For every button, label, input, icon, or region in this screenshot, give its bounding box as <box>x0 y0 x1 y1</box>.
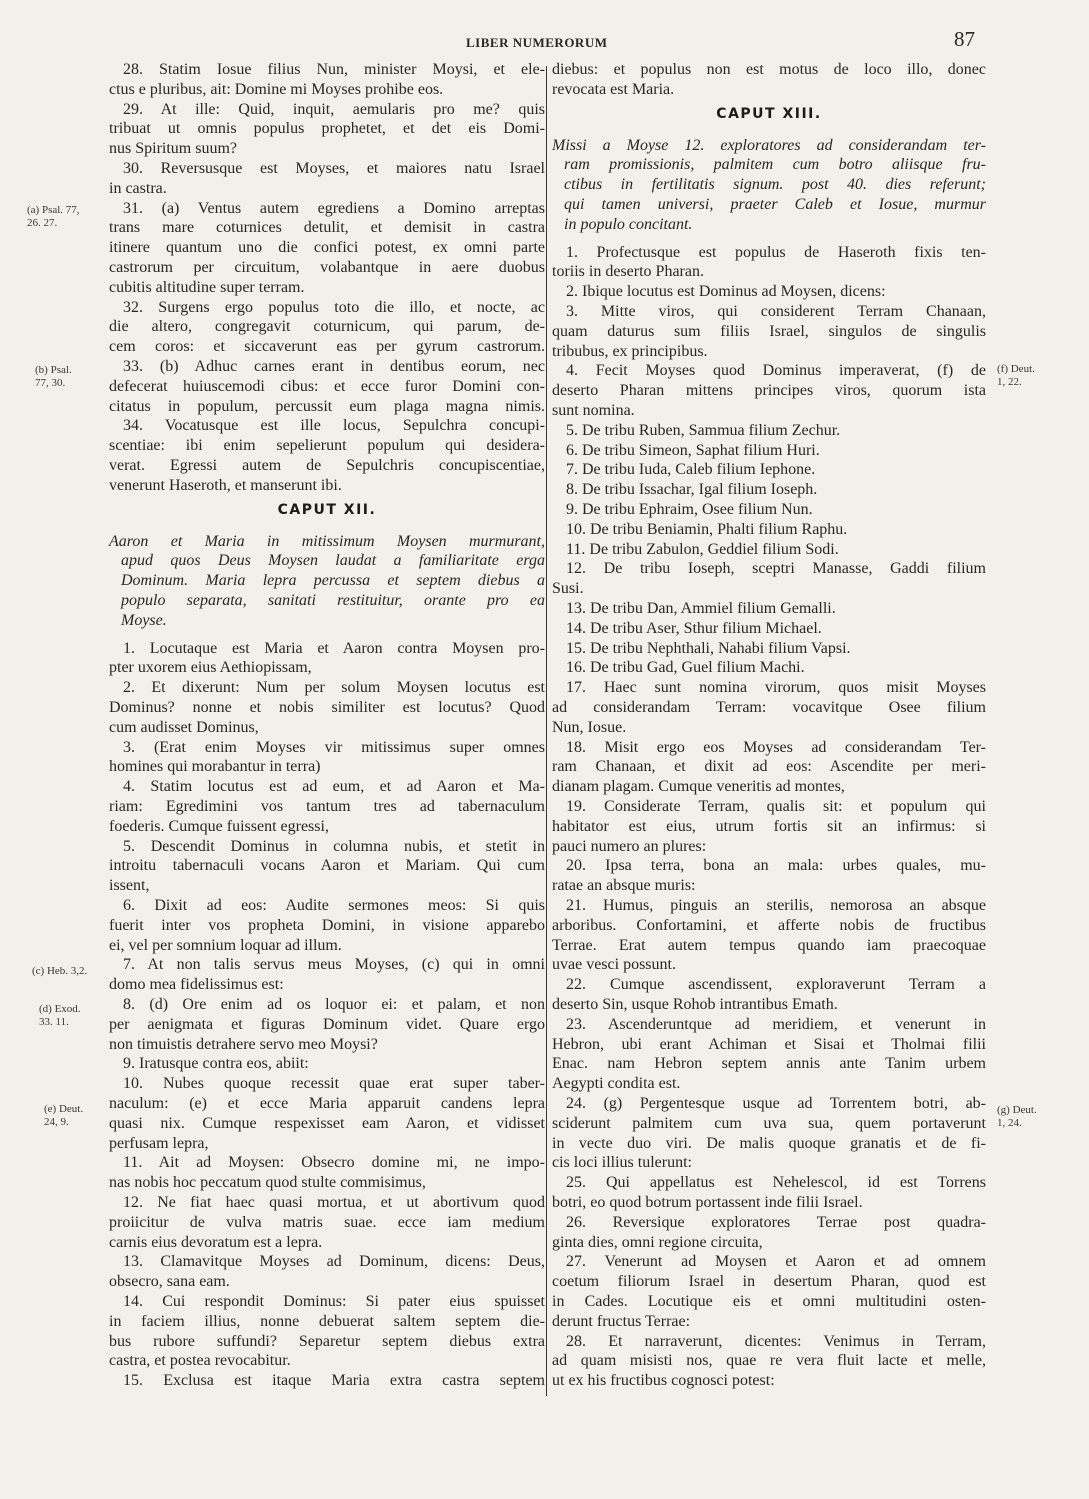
text-line: fuerit inter vos propheta Domini, in visione apparebo <box>109 916 545 934</box>
text-line: riam: Egredimini vos tantum tres ad tabernaculum <box>109 798 545 815</box>
text-line: 13. De tribu Dan, Ammiel filium Gemalli. <box>566 600 836 617</box>
text-line: 9. De tribu Ephraim, Osee filium Nun. <box>566 501 813 518</box>
text-line: proiicitur de vulva matris suae. ecce iam medium <box>109 1213 545 1231</box>
text-line: 27. Venerunt ad Moysen et Aaron et ad omnem <box>566 1253 986 1271</box>
text-line: tribubus, ex principibus. <box>552 342 708 360</box>
text-line: foederis. Cumque fuissent egressi, <box>109 817 329 835</box>
text-line: 1. Profectusque est populus de Haseroth fixis ten- <box>566 243 986 261</box>
text-line: domo mea fidelissimus est: <box>109 976 284 994</box>
chapter-summary-line: ctibus in fertilitatis signum. post 40. dies referunt; <box>564 176 986 194</box>
text-line: uvae vesci possunt. <box>552 956 676 974</box>
text-line: quasi nix. Cumque respexisset eam Aaron, et vidisset <box>109 1114 545 1132</box>
margin-note-a: (a) Psal. 77, 26. 27. <box>27 204 80 229</box>
text-line: 7. At non talis servus meus Moyses, (c) qui in omni <box>123 956 545 974</box>
text-line: defecerat huiuscemodi cibus: et ecce furor Domini con- <box>109 377 545 395</box>
text-line: 10. Nubes quoque recessit quae erat super taber- <box>123 1075 545 1093</box>
margin-note-c: (c) Heb. 3,2. <box>32 965 88 977</box>
margin-note-f: (f) Deut. 1, 22. <box>997 363 1035 388</box>
text-line: issent, <box>109 877 150 895</box>
text-line: citatus in populum, percussit eum plaga magna nimis. <box>109 397 545 415</box>
text-line: Dominus? nonne et nobis similiter est locutus? Quod <box>109 699 545 716</box>
text-line: in vecte duo viri. De malis quoque granatis et de fi- <box>552 1134 986 1152</box>
chapter-summary-line: in populo concitant. <box>564 215 693 233</box>
text-line: 7. De tribu Iuda, Caleb filium Iephone. <box>566 461 816 479</box>
chapter-summary-line: Moyse. <box>121 611 167 629</box>
text-line: 3. Mitte viros, qui considerent Terram Chanaan, <box>566 303 986 320</box>
text-line: 14. De tribu Aser, Sthur filium Michael. <box>566 619 822 637</box>
text-line: 12. Ne fiat haec quasi mortua, et ut abortivum quod <box>123 1194 545 1211</box>
text-line: sunt nomina. <box>552 402 635 419</box>
chapter-summary-line: qui tamen universi, praeter Caleb et Iosue, murmur <box>564 196 986 213</box>
text-line: toriis in deserto Pharan. <box>552 263 704 281</box>
text-line: naculum: (e) et ecce Maria apparuit candens lepra <box>109 1095 545 1112</box>
text-line: sciderunt palmitem cum uva sua, quem portaverunt <box>552 1114 986 1132</box>
text-line: cem coros: et siccaverunt eas per gyrum castrorum. <box>109 338 545 356</box>
text-line: nas nobis hoc peccatum quod stulte commisimus, <box>109 1174 426 1192</box>
text-line: 19. Considerate Terram, qualis sit: et populum qui <box>566 798 986 815</box>
text-line: 5. De tribu Ruben, Sammua filium Zechur. <box>566 421 841 439</box>
text-line: 21. Humus, pinguis an sterilis, nemorosa an absque <box>566 897 986 914</box>
text-line: ctus e pluribus, ait: Domine mi Moyses prohibe eos. <box>109 80 444 98</box>
text-line: 28. Statim Iosue filius Nun, minister Moysi, et ele- <box>123 61 545 78</box>
text-line: Aegypti condita est. <box>552 1075 681 1093</box>
text-line: 12. De tribu Ioseph, sceptri Manasse, Gaddi filium <box>566 560 986 578</box>
text-line: 33. (b) Adhuc carnes erant in dentibus eorum, nec <box>123 358 545 375</box>
text-line: botri, eo quod botrum portassent inde filii Israel. <box>552 1194 863 1211</box>
text-line: coetum filiorum Israel in desertum Pharan, quod est <box>552 1273 986 1291</box>
text-line: 6. De tribu Simeon, Saphat filium Huri. <box>566 441 820 459</box>
text-line: 4. Statim locutus est ad eum, et ad Aaron et Ma- <box>123 778 545 796</box>
text-line: non timuistis detrahere servo meo Moysi? <box>109 1035 378 1053</box>
chapter-summary-line: ram promissionis, palmitem cum botro aliisque fru- <box>564 156 986 174</box>
text-line: 31. (a) Ventus autem egrediens a Domino arreptas <box>123 199 545 217</box>
text-line: venerunt Haseroth, et manserunt ibi. <box>109 476 342 494</box>
text-line: cubitis altitudine super terram. <box>109 278 305 296</box>
text-line: bus rubore suffundi? Separetur septem diebus extra <box>109 1332 545 1350</box>
text-line: in faciem illius, nonne debuerat saltem septem die- <box>109 1312 545 1330</box>
text-line: 17. Haec sunt nomina virorum, quos misit Moyses <box>566 679 986 697</box>
text-line: in Cades. Locutique eis et omni multitudini osten- <box>552 1293 986 1310</box>
text-line: 11. De tribu Zabulon, Geddiel filium Sodi. <box>566 540 839 558</box>
text-line: 4. Fecit Moyses quod Dominus imperaverat, (f) de <box>566 362 986 380</box>
text-line: 13. Clamavitque Moyses ad Dominum, dicens: Deus, <box>123 1253 545 1271</box>
text-line: per aenigmata et figuras Dominum videt. Quare ergo <box>109 1015 545 1033</box>
text-line: dianam plagam. Cumque veneritis ad montes, <box>552 778 845 796</box>
text-line: ratae an absque muris: <box>552 877 696 895</box>
text-line: ad quam misisti nos, quae re vera fluit lacte et melle, <box>552 1352 986 1370</box>
text-line: 16. De tribu Gad, Guel filium Machi. <box>566 659 805 677</box>
text-line: 2. Et dixerunt: Num per solum Moysen locutus est <box>123 679 545 697</box>
text-line: cis loci illius tulerunt: <box>552 1154 692 1172</box>
text-line: carnis eius devoratum est a lepra. <box>109 1233 323 1251</box>
text-line: 22. Cumque ascendissent, exploraverunt Terram a <box>566 976 986 994</box>
text-line: 2. Ibique locutus est Dominus ad Moysen, dicens: <box>566 283 886 301</box>
text-line: Terrae. Erat autem tempus quando iam praecoquae <box>552 936 986 954</box>
text-line: 3. (Erat enim Moyses vir mitissimus super omnes <box>123 738 545 756</box>
text-line: 20. Ipsa terra, bona an mala: urbes quales, mu- <box>566 857 986 875</box>
text-line: 9. Iratusque contra eos, abiit: <box>123 1055 309 1073</box>
text-line: arboribus. Confortamini, et afferte nobis de fructibus <box>552 916 986 934</box>
text-line: scentiae: ibi enim sepelierunt populum qui desidera- <box>109 437 545 455</box>
text-line: 34. Vocatusque est ille locus, Sepulchra concupi- <box>123 417 545 435</box>
text-line: pter uxorem eius Aethiopissam, <box>109 659 312 677</box>
text-line: ad considerandam Terram: vocavitque Osee filium <box>552 699 986 716</box>
text-line: homines qui morabantur in terra) <box>109 758 321 776</box>
text-line: 14. Cui respondit Dominus: Si pater eius spuisset <box>123 1293 545 1310</box>
text-line: 25. Qui appellatus est Nehelescol, id est Torrens <box>566 1174 986 1192</box>
text-line: castra, et postea revocabitur. <box>109 1352 291 1370</box>
text-line: 5. Descendit Dominus in columna nubis, et stetit in <box>123 837 545 855</box>
text-line: in castra. <box>109 179 167 197</box>
text-line: introitu tabernaculi vocans Aaron et Mariam. Qui cum <box>109 857 545 875</box>
text-line: perfusam lepra, <box>109 1134 209 1152</box>
chapter-summary-line: Aaron et Maria in mitissimum Moysen murmurant, <box>109 532 545 550</box>
text-line: deserto Pharan mittens principes viros, quorum ista <box>552 382 986 400</box>
margin-note-g: (g) Deut. 1, 24. <box>997 1104 1037 1129</box>
text-line: ginta dies, omni regione circuita, <box>552 1233 763 1251</box>
text-line: quam daturus sum filiis Israel, singulos de singulis <box>552 322 986 340</box>
text-line: cum audisset Dominus, <box>109 718 259 736</box>
chapter-summary-line: Missi a Moyse 12. exploratores ad considerandam ter- <box>552 136 986 154</box>
text-line: ut ex his fructibus cognosci potest: <box>552 1372 775 1390</box>
text-line: deserto Sin, usque Rohob intrantibus Emath. <box>552 996 838 1013</box>
text-line: derunt fructus Terrae: <box>552 1312 691 1330</box>
text-line: 15. De tribu Nephthali, Nahabi filium Vapsi. <box>566 639 851 657</box>
text-line: castrorum per circuitum, volabantque in aere duobus <box>109 259 545 276</box>
text-line: 6. Dixit ad eos: Audite sermones meos: Si quis <box>123 897 545 914</box>
column-divider <box>546 66 547 1396</box>
text-line: nus Spiritum suum? <box>109 140 238 158</box>
text-line: Hebron, ubi erant Achiman et Sisai et Tholmai filii <box>552 1035 986 1053</box>
text-line: 18. Misit ergo eos Moyses ad considerandam Ter- <box>566 738 986 756</box>
text-line: 24. (g) Pergentesque usque ad Torrentem botri, ab- <box>566 1095 986 1112</box>
text-line: 10. De tribu Beniamin, Phalti filium Raphu. <box>566 520 848 538</box>
text-line: pauci numero an plures: <box>552 837 707 855</box>
text-line: 8. (d) Ore enim ad os loquor ei: et palam, et non <box>123 996 545 1013</box>
text-line: itinere quantum uno die confici potest, ex omni parte <box>109 239 545 257</box>
text-line: obsecro, sana eam. <box>109 1273 230 1291</box>
chapter-heading: CAPUT XII. <box>277 501 377 518</box>
text-line: revocata est Maria. <box>552 80 675 98</box>
text-line: 1. Locutaque est Maria et Aaron contra Moysen pro- <box>123 639 545 657</box>
text-line: Nun, Iosue. <box>552 718 627 736</box>
chapter-heading: CAPUT XIII. <box>716 105 822 122</box>
chapter-summary-line: Dominum. Maria lepra percussa et septem diebus a <box>121 572 545 590</box>
text-line: 8. De tribu Issachar, Igal filium Ioseph. <box>566 481 818 499</box>
page-number: 87 <box>954 27 975 51</box>
margin-note-b: (b) Psal. 77, 30. <box>35 364 72 389</box>
text-line: 28. Et narraverunt, dicentes: Venimus in Terram, <box>566 1332 986 1350</box>
chapter-summary-line: populo separata, sanitati restituitur, orante pro ea <box>121 592 545 609</box>
text-line: habitator est eius, utrum fortis sit an infirmus: si <box>552 817 986 835</box>
text-line: Enac. nam Hebron septem annis ante Tanim urbem <box>552 1055 986 1073</box>
chapter-summary-line: apud quos Deus Moysen laudat a familiaritate erga <box>121 552 545 570</box>
running-header: LIBER NUMERORUM <box>466 35 608 50</box>
margin-note-e: (e) Deut. 24, 9. <box>44 1103 84 1128</box>
text-line: ei, vel per somnium loquar ad illum. <box>109 936 342 954</box>
text-line: ram Chanaan, et dixit ad eos: Ascendite per meri- <box>552 758 986 776</box>
text-line: 23. Ascenderuntque ad meridiem, et venerunt in <box>566 1015 986 1033</box>
text-line: tribuat ut omnis populus prophetet, et det eis Domi- <box>109 120 545 138</box>
text-line: Susi. <box>552 580 584 598</box>
text-line: 15. Exclusa est itaque Maria extra castra septem <box>123 1372 545 1390</box>
text-line: die altero, congregavit coturnicum, qui parum, de- <box>109 318 545 336</box>
text-line: 32. Surgens ergo populus toto die illo, et nocte, ac <box>123 298 545 316</box>
text-line: 11. Ait ad Moysen: Obsecro domine mi, ne impo- <box>123 1154 545 1172</box>
text-line: 29. At ille: Quid, inquit, aemularis pro me? quis <box>123 100 545 118</box>
text-line: verat. Egressi autem de Sepulchris concupiscentiae, <box>109 457 545 474</box>
text-line: trans mare coturnices detulit, et demisit in castra <box>109 219 545 237</box>
text-line: 26. Reversique exploratores Terrae post quadra- <box>566 1213 986 1231</box>
margin-note-d: (d) Exod. 33. 11. <box>39 1003 81 1028</box>
text-line: 30. Reversusque est Moyses, et maiores natu Israel <box>123 160 545 177</box>
text-line: diebus: et populus non est motus de loco illo, donec <box>552 61 986 78</box>
